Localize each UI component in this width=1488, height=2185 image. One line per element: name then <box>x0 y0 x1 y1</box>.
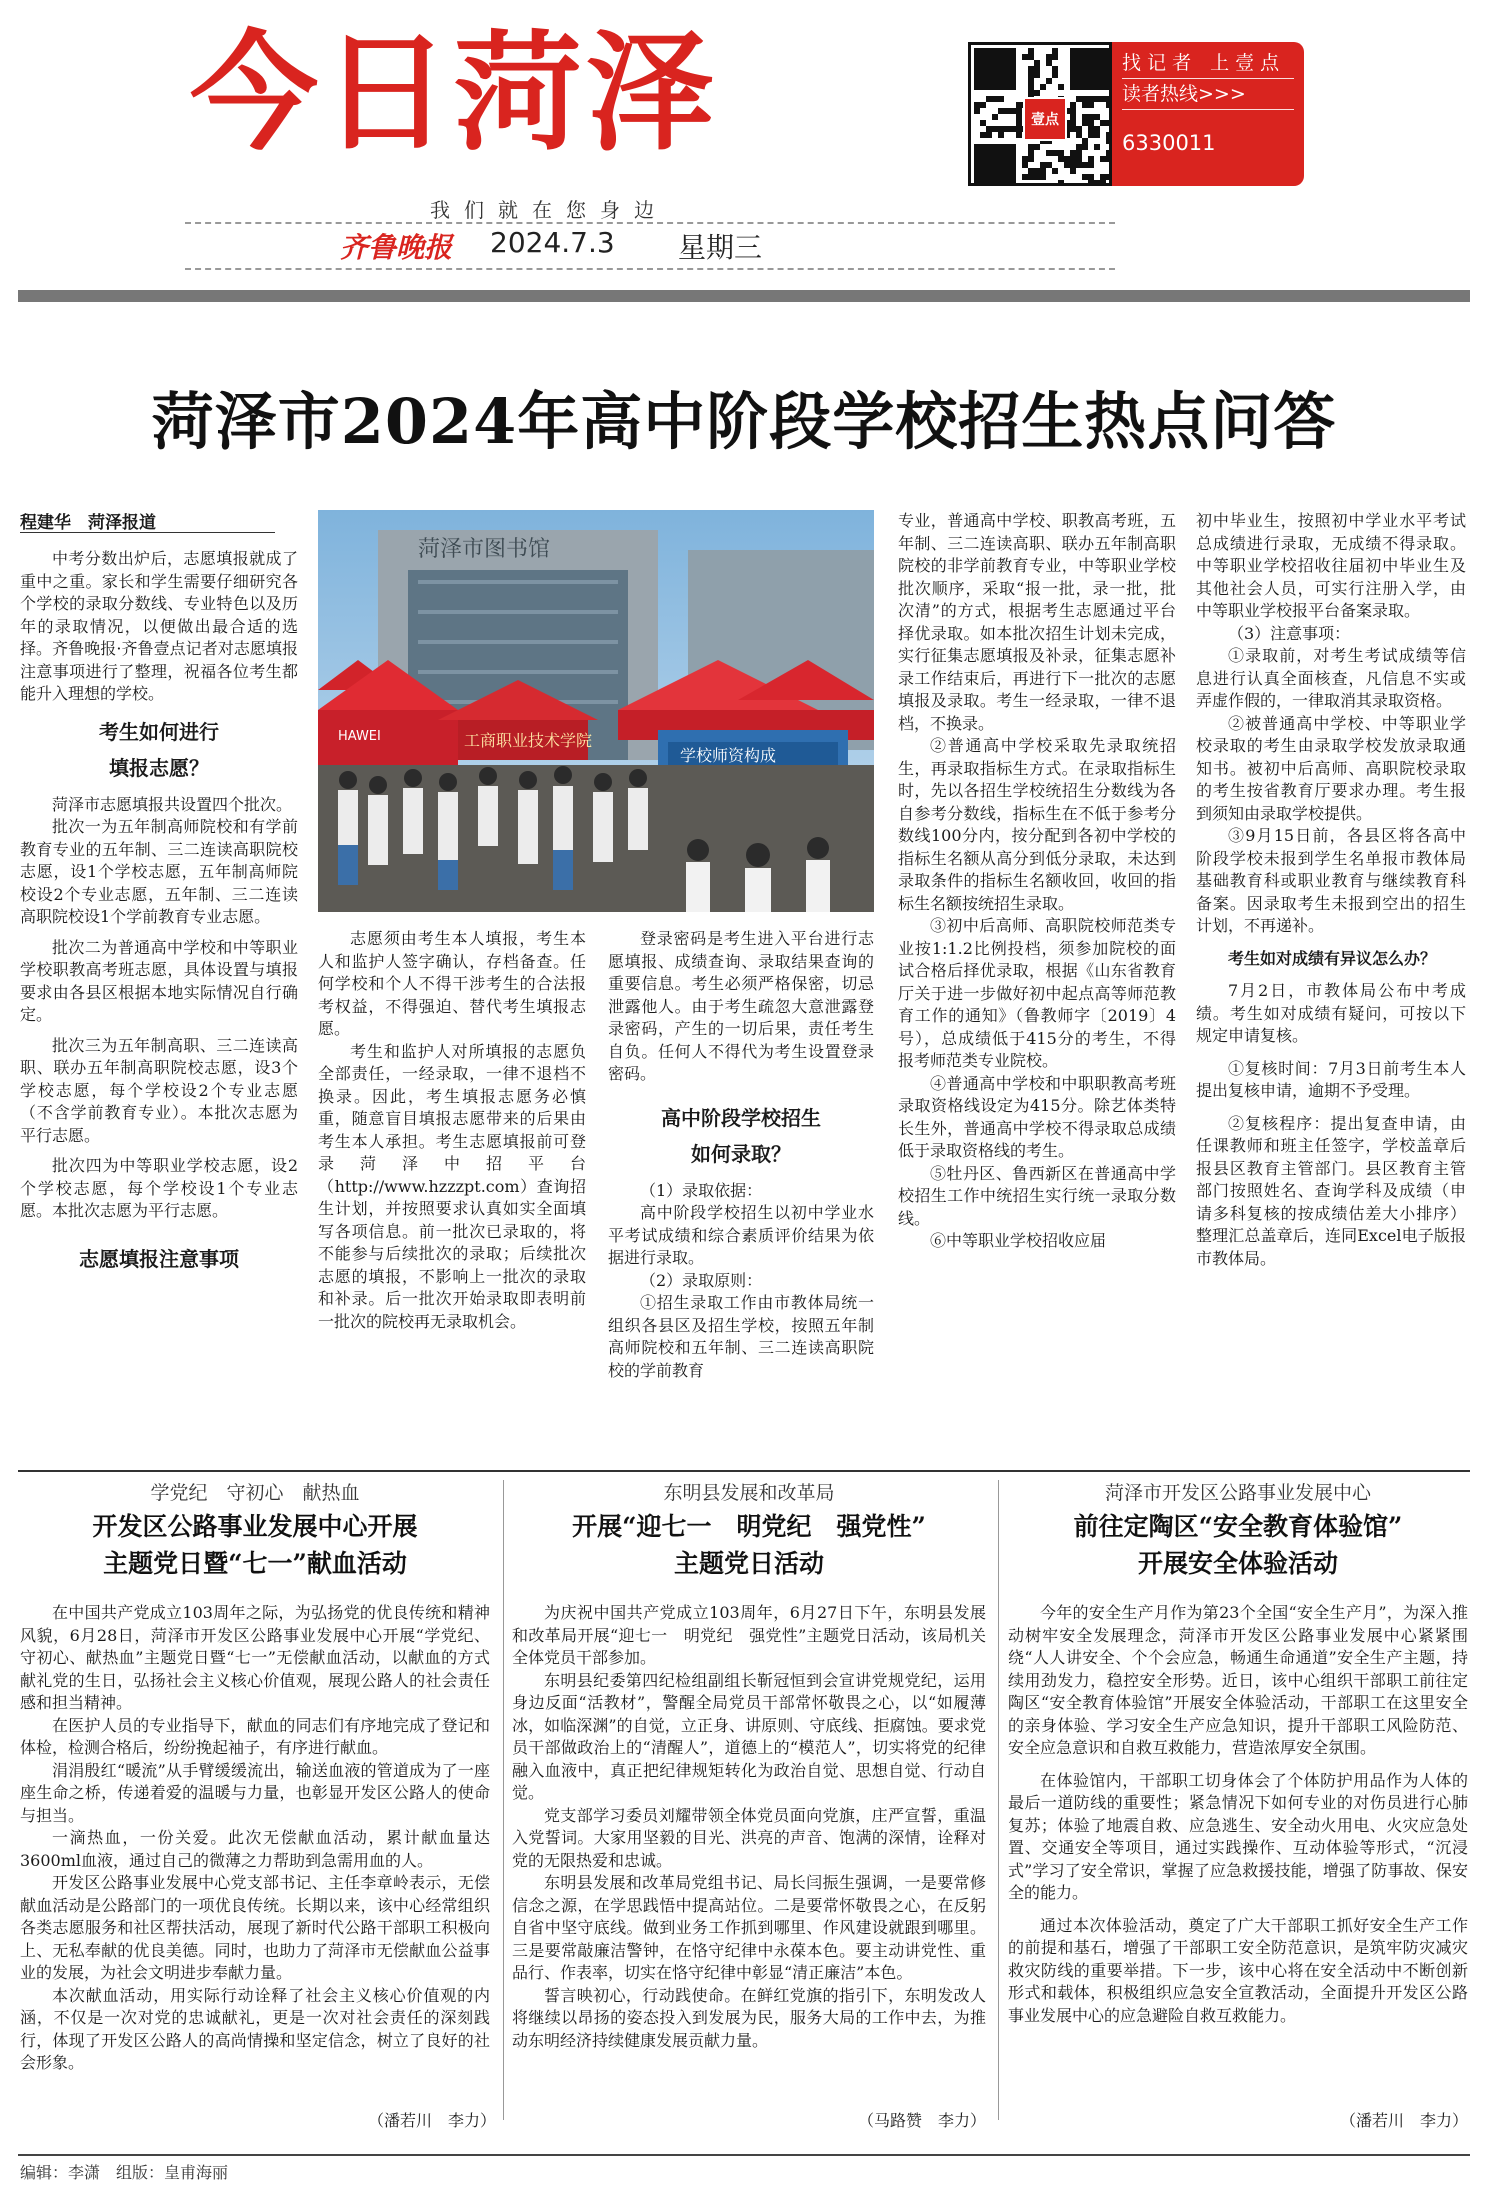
issue-weekday: 星期三 <box>678 231 763 264</box>
qr-module <box>1052 150 1058 156</box>
qr-module <box>1004 126 1010 132</box>
qr-module <box>1028 168 1034 174</box>
qr-module <box>1088 102 1094 108</box>
qr-module <box>992 114 998 120</box>
qr-finder <box>974 144 1016 186</box>
qr-module <box>1052 72 1058 78</box>
hotline-box <box>1112 42 1304 186</box>
qr-module <box>1058 156 1064 162</box>
hotline-line-1: 找 记 者 上 壹 点 <box>1122 48 1294 79</box>
qr-module <box>998 96 1004 102</box>
qr-module <box>1034 66 1040 72</box>
paragraph: 涓涓殷红“暖流”从手臂缓缓流出，输送血液的管道成为了一座座生命之桥，传递着爱的温暖与力量，也彰显开发区公路人的使命与担当。 <box>20 1760 490 1825</box>
news-photo <box>318 510 874 912</box>
qr-module <box>1052 168 1058 174</box>
paragraph: ③初中后高师、高职院校师范类专业按1:1.2比例投档，须参加院校的面试合格后择优录取，根据《山东省教育厅关于进一步做好初中起点高等师范教育工作的通知》（鲁教师字〔2019〕4号），总成绩低于415分的考生，不得报考师范类专业院校。 <box>898 916 1176 1070</box>
article-1-signature: （潘若川 李力） <box>368 2111 497 2130</box>
column-rule <box>998 1480 999 2120</box>
paragraph: ⑥中等职业学校招收应届 <box>930 1231 1107 1250</box>
masthead-dash-rule-1 <box>185 222 1115 224</box>
qr-module <box>1070 156 1076 162</box>
qr-module <box>980 120 986 126</box>
qr-module <box>1052 48 1058 54</box>
paragraph: ⑤牡丹区、鲁西新区在普通高中学校招生工作中统招生实行统一录取分数线。 <box>898 1163 1176 1228</box>
paragraph: 批次四为中等职业学校志愿，设2个学校志愿，每个学校设1个专业志愿。本批次志愿为平行志愿。 <box>20 1156 298 1220</box>
banner-text: 工商职业技术学院 <box>464 731 593 750</box>
qr-module <box>1010 108 1016 114</box>
headline-line: 开发区公路事业发展中心开展 <box>92 1512 418 1541</box>
qr-module <box>1070 120 1076 126</box>
qr-module <box>1016 114 1022 120</box>
qr-module <box>1016 132 1022 138</box>
article-2-headline <box>512 1508 986 1582</box>
qr-module <box>1028 54 1034 60</box>
qr-module <box>1016 108 1022 114</box>
qr-module <box>1064 156 1070 162</box>
question-subhead: 考生如对成绩有异议怎么办？ <box>1228 948 1437 968</box>
paragraph: 批次二为普通高中学校和中等职业学校职教高考班志愿，具体设置与填报要求由各县区根据本地实际情况自行确定。 <box>20 937 298 1024</box>
paragraph: （3）注意事项： <box>1228 623 1351 643</box>
qr-module <box>1016 126 1022 132</box>
qr-module <box>1028 48 1034 54</box>
qr-module <box>986 132 992 138</box>
qr-module <box>1052 66 1058 72</box>
paragraph: 党支部学习委员刘耀带领全体党员面向党旗，庄严宣誓，重温入党誓词。大家用坚毅的目光、洪亮的声音、饱满的深情，诠释对党的无限热爱和忠诚。 <box>512 1805 986 1870</box>
photo-illustration <box>318 510 874 912</box>
headline-line: 开展安全体验活动 <box>1137 1549 1338 1578</box>
subhead-admission <box>608 1100 874 1172</box>
paragraph: ①录取前，对考生考试成绩等信息进行认真全面核查，凡信息不实或弄虚作假的，一律取消其录取资格。 <box>1196 646 1466 710</box>
qr-module <box>1094 132 1100 138</box>
qr-module <box>1070 126 1076 132</box>
qr-module <box>1028 150 1034 156</box>
paragraph: 在体验馆内，干部职工切身体会了个体防护用品作为人体的最后一道防线的重要性；紧急情况下如何专业的对伤员进行心肺复苏；体验了地震自救、应急逃生、安全动火用电、火灾应急处置、交通安全等项目，通过实践操作、互动体验等形式，“沉浸式”学习了安全常识，掌握了应急救援技能，增强了防事故、保安全的能力。 <box>1008 1770 1468 1902</box>
paragraph: 为庆祝中国共产党成立103周年，6月27日下午，东明县发展和改革局开展“迎七一 明党纪 强党性”主题党日活动，该局机关全体党员干部参加。 <box>512 1603 986 1667</box>
qr-module <box>1100 156 1106 162</box>
qr-module <box>1022 174 1028 180</box>
paragraph: ④普通高中学校和中职职教高考班录取资格线设定为415分。除艺体类特长生外，普通高中学校不得录取总成绩低于录取资格线的考生。 <box>898 1073 1176 1160</box>
article-1-kicker: 学党纪 守初心 献热血 <box>150 1482 360 1504</box>
hotline-number: 6330011 <box>1122 131 1216 155</box>
qr-module <box>1028 84 1034 90</box>
qr-module <box>998 132 1004 138</box>
main-col-3 <box>608 928 874 1404</box>
qr-module <box>1088 156 1094 162</box>
headline-line: 开展“迎七一 明党纪 强党性” <box>572 1512 926 1541</box>
qr-module <box>1034 90 1040 96</box>
headline-line: 主题党日活动 <box>673 1549 824 1578</box>
paragraph: ①招生录取工作由市教体局统一组织各县区及招生学校，按照五年制高师院校和五年制、三二连读高职院校的学前教育 <box>608 1293 874 1380</box>
paragraph: ②复核程序：提出复查申请，由任课教师和班主任签字，学校盖章后报县区教育主管部门。县区教育主管部门按照姓名、查询学科及成绩（申请多科复核的按成绩估差大小排序）整理汇总盖章后，连同Excel电子版报市教体局。 <box>1196 1113 1466 1268</box>
article-2-kicker: 东明县发展和改革局 <box>663 1482 835 1504</box>
paragraph: 考生和监护人对所填报的志愿负全部责任，一经录取，一律不退档不换录。因此，考生填报志愿务必慎重，随意盲目填报志愿带来的后果由考生本人承担。考生志愿填报前可登录菏泽中招平台（http://www.hzzzpt.com）查询招生计划，并按照要求认真如实全面填写各项信息。前一批次已录取的，将不能参与后续批次的录取；后续批次志愿的填报，不影响上一批次的录取和补录。后一批次开始录取即表明前一批次的院校再无录取机会。 <box>318 1041 586 1331</box>
qr-module <box>1004 108 1010 114</box>
paragraph: 通过本次体验活动，奠定了广大干部职工抓好安全生产工作的前提和基石，增强了干部职工安全防范意识，是筑牢防灾减灾救灾防线的重要举措。下一步，该中心将在安全活动中不断创新形式和载体，积极组织应急安全宣教活动，全面提升开发区公路事业发展中心的应急避险自救互救能力。 <box>1008 1915 1468 2025</box>
paragraph: 菏泽市志愿填报共设置四个批次。 <box>52 794 293 814</box>
paragraph: 初中毕业生，按照初中学业水平考试总成绩进行录取，无成绩不得录取。中等职业学校招收往届初中毕业生及其他社会人员，可实行注册入学，由中等职业学校报平台备案录取。 <box>1196 511 1466 620</box>
qr-module <box>1076 150 1082 156</box>
issue-date: 2024.7.3 <box>490 226 615 259</box>
qr-module <box>1070 162 1076 168</box>
headline-line: 主题党日暨“七一”献血活动 <box>103 1549 407 1578</box>
qr-module <box>1052 54 1058 60</box>
qr-module <box>1022 162 1028 168</box>
qr-module <box>1082 114 1088 120</box>
qr-module <box>1022 156 1028 162</box>
headline-line: 前往定陶区“安全教育体验馆” <box>1073 1512 1403 1541</box>
paragraph: （2）录取原则： <box>640 1270 763 1290</box>
article-2-signature: （马路赞 李力） <box>858 2111 987 2130</box>
byline-rule <box>20 532 275 533</box>
qr-module <box>992 96 998 102</box>
qr-module <box>1016 120 1022 126</box>
qr-module <box>1082 144 1088 150</box>
qr-module <box>1082 102 1088 108</box>
qr-module <box>1058 180 1064 186</box>
paragraph: 在中国共产党成立103周年之际，为弘扬党的优良传统和精神风貌，6月28日，菏泽市开发区公路事业发展中心开展“学党纪、守初心、献热血”主题党日暨“七一”无偿献血活动，以献血的方式献礼党的生日，弘扬社会主义核心价值观，展现公路人的社会责任感和担当精神。 <box>20 1603 490 1712</box>
tent-brand: HAWEI <box>338 729 381 744</box>
qr-module <box>1010 126 1016 132</box>
paragraph: 东明县发展和改革局党组书记、局长闫振生强调，一是要常修信念之源，在学思践悟中提高站位。二是要常怀敬畏之心，在反躬自省中坚守底线。做到业务工作抓到哪里、作风建设就跟到哪里。三是要常敲廉洁警钟，在恪守纪律中永葆本色。要主动讲党性、重品行、作表率，切实在恪守纪律中彰显“清正廉洁”本色。 <box>512 1873 986 1982</box>
masthead-dash-rule-2 <box>185 268 1115 270</box>
qr-module <box>1094 180 1100 186</box>
qr-module <box>1046 162 1052 168</box>
qr-module <box>1076 126 1082 132</box>
qr-module <box>1046 60 1052 66</box>
qr-module <box>1070 114 1076 120</box>
paper-name: 齐鲁晚报 <box>340 231 453 264</box>
paragraph: ②普通高中学校采取先录取统招生，再录取指标生方式。在录取指标生时，先以各招生学校统招生分数线为各自参考分数线，指标生在不低于参考分数线100分内，按分配到各初中学校的指标生名额从高分到低分录取，未达到录取条件的指标生名额收回，收回的指标生名额按统招生录取。 <box>898 736 1176 913</box>
qr-module <box>1082 120 1088 126</box>
qr-module <box>1034 72 1040 78</box>
subhead-line: 如何录取？ <box>691 1141 791 1166</box>
qr-module <box>1070 150 1076 156</box>
qr-module <box>1082 174 1088 180</box>
intro-paragraph: 中考分数出炉后，志愿填报就成了重中之重。家长和学生需要仔细研究各个学校的录取分数线、专业特色以及历年的录取情况，以便做出最合适的选择。齐鲁晚报·齐鲁壹点记者对志愿填报注意事项进行了整理，祝福各位考生都能升入理想的学校。 <box>20 549 298 703</box>
masthead-band <box>18 290 1470 302</box>
article-2-body <box>512 1602 986 2072</box>
article-3-kicker: 菏泽市开发区公路事业发展中心 <box>1104 1482 1371 1504</box>
qr-module <box>1034 144 1040 150</box>
main-headline: 菏泽市2024年高中阶段学校招生热点问答 <box>151 385 1337 458</box>
qr-module <box>1076 162 1082 168</box>
qr-module <box>1064 162 1070 168</box>
paragraph: 本次献血活动，用实际行动诠释了社会主义核心价值观的内涵，不仅是一次对党的忠诚献礼，更是一次对社会责任的深刻践行，体现了开发区公路人的高尚情操和坚定信念，树立了良好的社会形象。 <box>20 1985 490 2072</box>
qr-module <box>1100 96 1106 102</box>
article-3-body <box>1008 1602 1468 2072</box>
paragraph: 7月2日，市教体局公布中考成绩。考生如对成绩有疑问，可按以下规定申请复核。 <box>1196 981 1466 1045</box>
article-1-body <box>20 1602 490 2072</box>
qr-module <box>998 126 1004 132</box>
footer-credits: 编辑：李潇 组版：皇甫海丽 <box>20 2163 229 2182</box>
qr-module <box>1016 102 1022 108</box>
qr-module <box>1088 114 1094 120</box>
qr-module <box>1034 168 1040 174</box>
qr-module <box>1034 174 1040 180</box>
qr-module <box>992 126 998 132</box>
qr-module <box>1094 114 1100 120</box>
hotline-line-2: 读者热线>>> <box>1122 79 1294 110</box>
subhead-line: 考生如何进行 <box>99 719 219 744</box>
paragraph: 一滴热血，一份关爱。此次无偿献血活动，累计献血量达3600ml血液，通过自己的微薄之力帮助到急需用血的人。 <box>20 1828 490 1870</box>
qr-module <box>1094 96 1100 102</box>
qr-code-icon[interactable] <box>968 42 1112 186</box>
qr-module <box>1040 84 1046 90</box>
qr-module <box>980 132 986 138</box>
qr-module <box>1076 132 1082 138</box>
paragraph: ③9月15日前，各县区将各高中阶段学校未报到学生名单报市教体局基础教育科或职业教育与继续教育科备案。因录取考生未报到空出的招生计划，不再递补。 <box>1196 826 1466 935</box>
paragraph: 志愿须由考生本人填报，考生本人和监护人签字确认，存档备查。任何学校和个人不得干涉考生的合法报考权益，不得强迫、替代考生填报志愿。 <box>318 929 586 1038</box>
qr-module <box>1082 96 1088 102</box>
subhead-how-to-apply <box>20 714 298 786</box>
qr-module <box>1070 168 1076 174</box>
qr-finder <box>1070 48 1112 90</box>
section-divider <box>18 1470 1470 1472</box>
paragraph: 专业，普通高中学校、职教高考班，五年制、三二连读高职、联办五年制高职院校的非学前教育专业，中等职业学校批次顺序，采取“报一批，录一批，批次清”的方式，根据考生志愿通过平台择优录取。如本批次招生计划未完成，实行征集志愿填报及补录，征集志愿补录工作结束后，再进行下一批次的志愿填报及录取。考生一经录取，一律不退档，不换录。 <box>898 511 1176 733</box>
paragraph: ①复核时间：7月3日前考生本人提出复核申请，逾期不予受理。 <box>1196 1058 1466 1100</box>
qr-module <box>1034 60 1040 66</box>
qr-module <box>1028 72 1034 78</box>
main-col-5 <box>1196 510 1466 1404</box>
qr-module <box>1094 126 1100 132</box>
footer-rule <box>18 2154 1470 2156</box>
qr-module <box>1088 180 1094 186</box>
qr-module <box>1046 78 1052 84</box>
qr-module <box>1046 150 1052 156</box>
qr-module <box>1082 162 1088 168</box>
qr-module <box>1076 156 1082 162</box>
paragraph: 今年的安全生产月作为第23个全国“安全生产月”，为深入推动树牢安全发展理念，菏泽市开发区公路事业发展中心紧紧围绕“人人讲安全、个个会应急，畅通生命通道”安全生产主题，持续用劲发力，稳控安全形势。近日，该中心组织干部职工前往定陶区“安全教育体验馆”开展安全体验活动，干部职工在这里安全的亲身体验、学习安全生产应急知识，提升干部职工风险防范、安全应急意识和自救互救能力，营造浓厚安全氛围。 <box>1008 1603 1468 1757</box>
qr-finder <box>974 48 1016 90</box>
paragraph: 东明县纪委第四纪检组副组长靳冠恒到会宣讲党规党纪，运用身边反面“活教材”，警醒全局党员干部常怀敬畏之心，以“如履薄冰，如临深渊”的自觉，立正身、讲原则、守底线、拒腐蚀。要求党员干部做政治上的“清醒人”，道德上的“模范人”，切实将党的纪律融入血液中，真正把纪律规矩转化为政治自觉、思想自觉、行动自觉。 <box>512 1670 986 1802</box>
article-1-headline <box>20 1508 490 1582</box>
qr-module <box>1082 138 1088 144</box>
qr-module <box>1058 150 1064 156</box>
qr-module <box>1028 174 1034 180</box>
qr-module <box>1028 78 1034 84</box>
paragraph: 在医护人员的专业指导下，献血的同志们有序地完成了登记和体检，检测合格后，纷纷挽起袖子，有序进行献血。 <box>20 1715 490 1757</box>
qr-module <box>1088 120 1094 126</box>
paragraph: ②被普通高中学校、中等职业学校录取的考生由录取学校发放录取通知书。被初中后高师、高职院校录取的考生按省教育厅要求办理。考生报到须知由录取学校提供。 <box>1196 713 1466 823</box>
qr-module <box>1094 144 1100 150</box>
paragraph: 誓言映初心，行动践使命。在鲜红党旗的指引下，东明发改人将继续以昂扬的姿态投入到发展为民，服务大局的工作中去，为推动东明经济持续健康发展贡献力量。 <box>512 1985 986 2050</box>
qr-module <box>1088 96 1094 102</box>
paragraph: 登录密码是考生进入平台进行志愿填报、成绩查询、录取结果查询的重要信息。考生必须严格保密，切忌泄露他人。由于考生疏忽大意泄露登录密码，产生的一切后果，责任考生自负。任何人不得代为考生设置登录密码。 <box>608 929 874 1083</box>
subhead-line: 填报志愿？ <box>109 755 209 780</box>
qr-module <box>1070 108 1076 114</box>
board-title: 学校师资构成 <box>680 746 777 765</box>
qr-module <box>1028 90 1034 96</box>
qr-module <box>998 108 1004 114</box>
qr-module <box>974 102 980 108</box>
qr-module <box>1076 96 1082 102</box>
qr-module <box>1100 174 1106 180</box>
qr-module <box>1100 120 1106 126</box>
paragraph: 高中阶段学校招生以初中学业水平考试成绩和综合素质评价结果为依据进行录取。 <box>608 1203 874 1267</box>
qr-module <box>1088 132 1094 138</box>
main-col-2 <box>318 928 586 1404</box>
qr-module <box>1022 54 1028 60</box>
paragraph: 开发区公路事业发展中心党支部书记、主任李章岭表示，无偿献血活动是公路部门的一项优良传统。长期以来，该中心经常组织各类志愿服务和社区帮扶活动，展现了新时代公路干部职工积极向上、无私奉献的优良美德。同时，也助力了菏泽市无偿献血公益事业的发展，为社会文明进步奉献力量。 <box>20 1873 490 1982</box>
qr-module <box>1070 102 1076 108</box>
subhead-notes: 志愿填报注意事项 <box>79 1246 239 1271</box>
paragraph: 批次一为五年制高师院校和有学前教育专业的五年制、三二连读高职院校志愿，设1个学校志愿，五年制高师院校设2个专业志愿，五年制、三二连读高职院校设1个学前教育专业志愿。 <box>20 817 298 926</box>
qr-module <box>1088 126 1094 132</box>
byline: 程建华 菏泽报道 <box>20 513 156 533</box>
main-col-4 <box>898 510 1176 1404</box>
qr-module <box>986 126 992 132</box>
qr-module <box>1028 156 1034 162</box>
qr-module <box>1088 162 1094 168</box>
qr-module <box>1046 54 1052 60</box>
qr-module <box>974 108 980 114</box>
qr-module <box>980 102 986 108</box>
qr-module <box>1028 66 1034 72</box>
subhead-line: 高中阶段学校招生 <box>661 1105 821 1130</box>
qr-module <box>1058 84 1064 90</box>
slogan: 我们就在您身边 <box>430 198 668 222</box>
paragraph: （1）录取依据： <box>640 1180 763 1200</box>
qr-module <box>1040 162 1046 168</box>
building-sign: 菏泽市图书馆 <box>418 537 551 562</box>
qr-logo: 壹点 <box>1023 97 1067 141</box>
qr-module <box>1040 174 1046 180</box>
qr-module <box>1040 168 1046 174</box>
qr-module <box>1088 174 1094 180</box>
article-3-signature: （潘若川 李力） <box>1340 2111 1469 2130</box>
qr-module <box>986 96 992 102</box>
qr-module <box>1028 144 1034 150</box>
qr-module <box>1100 180 1106 186</box>
main-col-1 <box>20 548 298 1404</box>
masthead-title: 今日菏泽 <box>190 19 719 168</box>
article-3-headline <box>1008 1508 1468 1582</box>
column-rule <box>503 1480 504 2120</box>
qr-module <box>1076 144 1082 150</box>
paragraph: 批次三为五年制高职、三二连读高职、联办五年制高职院校志愿，设3个学校志愿，每个学校设2个专业志愿（不含学前教育专业）。本批次志愿为平行志愿。 <box>20 1035 298 1145</box>
